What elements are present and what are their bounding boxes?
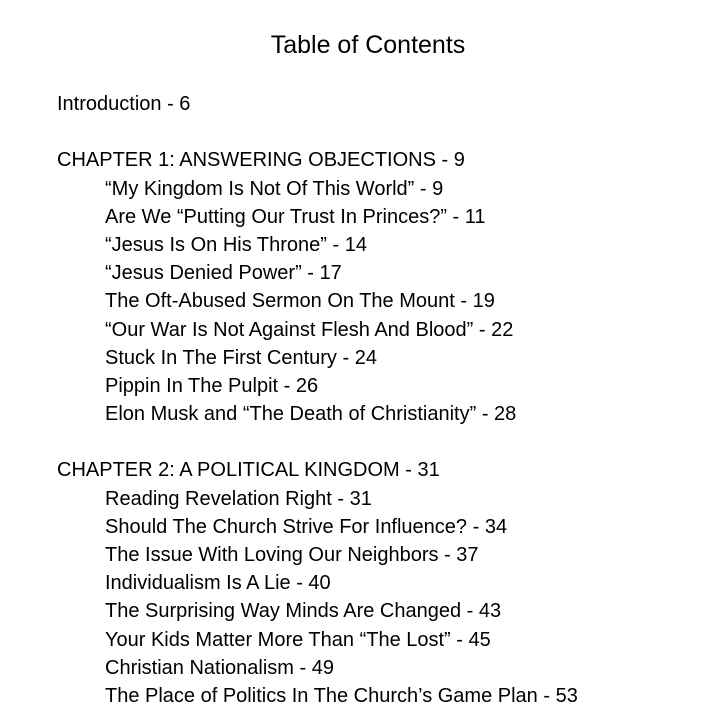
toc-section: The Oft-Abused Sermon On The Mount - 19: [105, 290, 495, 313]
toc-section: “My Kingdom Is Not Of This World” - 9: [105, 177, 444, 200]
chapter-2-heading: CHAPTER 2: A POLITICAL KINGDOM - 31: [57, 459, 440, 482]
toc-section: “Our War Is Not Against Flesh And Blood” - 22: [105, 318, 514, 341]
toc-section: Elon Musk and “The Death of Christianity” - 28: [105, 403, 517, 426]
toc-section: Christian Nationalism - 49: [105, 656, 334, 679]
toc-spacer: [57, 428, 578, 456]
toc-section: Should The Church Strive For Influence? - 34: [105, 515, 508, 538]
toc-spacer: [57, 118, 578, 146]
toc-section: Your Kids Matter More Than “The Lost” - 45: [105, 628, 491, 651]
toc-section: Reading Revelation Right - 31: [105, 487, 372, 510]
toc-section: Individualism Is A Lie - 40: [105, 572, 331, 595]
toc-section: “Jesus Is On His Throne” - 14: [105, 233, 367, 256]
toc-section: Pippin In The Pulpit - 26: [105, 374, 319, 397]
toc-section: “Jesus Denied Power” - 17: [105, 262, 342, 285]
page-title: Table of Contents: [270, 31, 466, 59]
table-of-contents: [57, 90, 578, 710]
toc-section: The Place of Politics In The Church’s Game Plan - 53: [105, 684, 578, 707]
toc-section: Are We “Putting Our Trust In Princes?” - 11: [105, 205, 486, 228]
toc-introduction: Introduction - 6: [57, 93, 191, 115]
toc-section: The Issue With Loving Our Neighbors - 37: [105, 544, 479, 566]
toc-section: The Surprising Way Minds Are Changed - 43: [105, 600, 502, 623]
chapter-1-heading: CHAPTER 1: ANSWERING OBJECTIONS - 9: [57, 149, 465, 172]
toc-section: Stuck In The First Century - 24: [105, 346, 377, 369]
